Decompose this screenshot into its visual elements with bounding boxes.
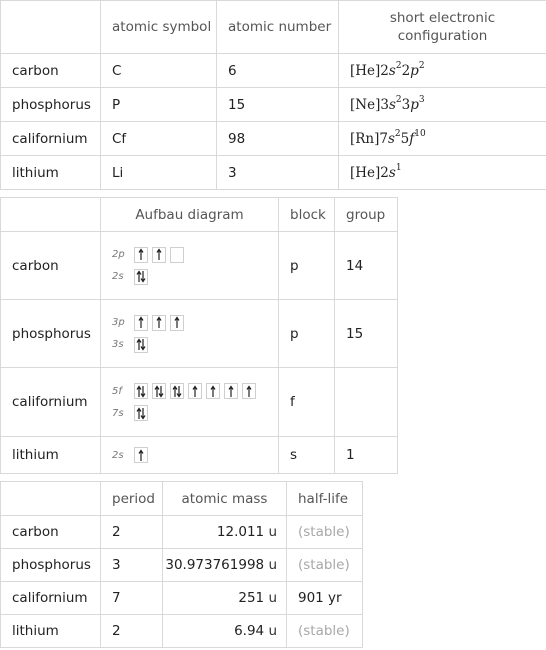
table-row bbox=[1, 368, 398, 437]
config-part: [Ne]3 bbox=[350, 96, 389, 113]
config-part: [He]2 bbox=[350, 62, 389, 79]
atomic-mass-value: 12.011 bbox=[216, 524, 265, 540]
config-part: s bbox=[388, 164, 396, 181]
up-arrow-icon bbox=[134, 447, 148, 463]
element-name: californium bbox=[1, 368, 101, 437]
element-name: phosphorus bbox=[1, 549, 101, 582]
orbital-label: 2s bbox=[112, 449, 124, 461]
table2-header-row bbox=[1, 198, 398, 232]
config-part: f bbox=[409, 130, 415, 147]
up-arrow-icon bbox=[188, 383, 202, 399]
table-row bbox=[1, 300, 398, 368]
element-properties-table-3 bbox=[0, 481, 363, 648]
orbital-row bbox=[112, 402, 278, 424]
period-value: 2 bbox=[101, 516, 163, 549]
config-part: [He]2 bbox=[350, 164, 389, 181]
period-value: 2 bbox=[101, 615, 163, 648]
atomic-number: 98 bbox=[217, 122, 339, 156]
atomic-symbol: Cf bbox=[101, 122, 217, 156]
table1-header-config: short electronic configuration bbox=[339, 1, 546, 54]
block-value: f bbox=[279, 368, 335, 437]
element-name: carbon bbox=[1, 516, 101, 549]
orbital-label: 2s bbox=[112, 271, 124, 282]
config-part: s bbox=[387, 130, 395, 147]
table-row bbox=[1, 88, 546, 122]
block-value: p bbox=[279, 232, 335, 300]
orbital-label: 5f bbox=[112, 385, 122, 397]
period-value: 3 bbox=[101, 549, 163, 582]
atomic-mass-value: 251 bbox=[238, 590, 265, 606]
table1-header-row bbox=[1, 1, 546, 54]
element-name: lithium bbox=[1, 156, 101, 190]
config-part: s bbox=[388, 96, 396, 113]
element-properties-table-2 bbox=[0, 197, 398, 474]
atomic-mass bbox=[163, 615, 287, 648]
table1-header-symbol: atomic symbol bbox=[101, 1, 217, 54]
atomic-mass-unit: u bbox=[268, 524, 277, 540]
orbital-label: 3p bbox=[112, 317, 125, 328]
group-value bbox=[335, 368, 398, 437]
element-name: californium bbox=[1, 582, 101, 615]
element-name: lithium bbox=[1, 437, 101, 474]
paired-electrons-icon bbox=[152, 383, 166, 399]
table2-header-aufbau: Aufbau diagram bbox=[101, 198, 279, 232]
electron-configuration bbox=[339, 122, 546, 156]
element-properties-table-1 bbox=[0, 0, 546, 190]
table-row bbox=[1, 437, 398, 474]
table-row bbox=[1, 122, 546, 156]
aufbau-diagram bbox=[101, 437, 279, 474]
electron-configuration bbox=[339, 156, 546, 190]
table3-header-halflife: half-life bbox=[287, 482, 363, 516]
group-value: 14 bbox=[335, 232, 398, 300]
element-name: carbon bbox=[1, 54, 101, 88]
table2-header-group: group bbox=[335, 198, 398, 232]
orbital-row bbox=[112, 334, 278, 356]
config-part: [Rn]7 bbox=[350, 130, 388, 147]
config-part: 2 bbox=[401, 62, 411, 79]
up-arrow-icon bbox=[134, 247, 148, 263]
atomic-symbol: C bbox=[101, 54, 217, 88]
empty-orbital-box bbox=[170, 247, 184, 263]
aufbau-diagram bbox=[101, 232, 279, 300]
atomic-mass-value: 6.94 bbox=[234, 623, 265, 639]
orbital-row bbox=[112, 380, 278, 402]
table3-header-mass: atomic mass bbox=[163, 482, 287, 516]
table-row bbox=[1, 516, 363, 549]
atomic-number: 15 bbox=[217, 88, 339, 122]
half-life: (stable) bbox=[287, 615, 363, 648]
element-name: carbon bbox=[1, 232, 101, 300]
period-value: 7 bbox=[101, 582, 163, 615]
table1-header-empty bbox=[1, 1, 101, 54]
up-arrow-icon bbox=[152, 247, 166, 263]
config-part: s bbox=[388, 62, 396, 79]
element-name: phosphorus bbox=[1, 300, 101, 368]
atomic-number: 3 bbox=[217, 156, 339, 190]
half-life: (stable) bbox=[287, 549, 363, 582]
up-arrow-icon bbox=[242, 383, 256, 399]
up-arrow-icon bbox=[224, 383, 238, 399]
config-superscript: 2 bbox=[395, 94, 402, 105]
table-row bbox=[1, 549, 363, 582]
atomic-symbol: P bbox=[101, 88, 217, 122]
element-name: phosphorus bbox=[1, 88, 101, 122]
table-row bbox=[1, 156, 546, 190]
paired-electrons-icon bbox=[170, 383, 184, 399]
table3-header-empty bbox=[1, 482, 101, 516]
config-superscript: 2 bbox=[418, 60, 425, 71]
group-value: 15 bbox=[335, 300, 398, 368]
electron-configuration bbox=[339, 88, 546, 122]
up-arrow-icon bbox=[134, 315, 148, 331]
config-superscript: 10 bbox=[414, 128, 426, 139]
block-value: p bbox=[279, 300, 335, 368]
orbital-row bbox=[112, 266, 278, 288]
orbital-row bbox=[112, 244, 278, 266]
aufbau-diagram bbox=[101, 300, 279, 368]
block-value: s bbox=[279, 437, 335, 474]
paired-electrons-icon bbox=[134, 269, 148, 285]
config-part: p bbox=[410, 96, 419, 113]
table1-header-number: atomic number bbox=[217, 1, 339, 54]
table-row bbox=[1, 54, 546, 88]
orbital-label: 3s bbox=[112, 339, 124, 350]
up-arrow-icon bbox=[152, 315, 166, 331]
atomic-mass bbox=[163, 582, 287, 615]
paired-electrons-icon bbox=[134, 383, 148, 399]
table2-header-block: block bbox=[279, 198, 335, 232]
paired-electrons-icon bbox=[134, 405, 148, 421]
atomic-mass-unit: u bbox=[268, 590, 277, 606]
atomic-symbol: Li bbox=[101, 156, 217, 190]
element-name: californium bbox=[1, 122, 101, 156]
table3-header-period: period bbox=[101, 482, 163, 516]
table-row bbox=[1, 232, 398, 300]
config-superscript: 3 bbox=[418, 94, 425, 105]
atomic-mass-unit: u bbox=[268, 557, 277, 573]
atomic-mass bbox=[163, 516, 287, 549]
orbital-label: 7s bbox=[112, 407, 124, 419]
atomic-mass bbox=[163, 549, 287, 582]
atomic-number: 6 bbox=[217, 54, 339, 88]
table2-header-empty bbox=[1, 198, 101, 232]
aufbau-diagram bbox=[101, 368, 279, 437]
orbital-row bbox=[112, 444, 278, 466]
atomic-mass-unit: u bbox=[268, 623, 277, 639]
config-part: p bbox=[410, 62, 419, 79]
orbital-label: 2p bbox=[112, 249, 125, 260]
group-value: 1 bbox=[335, 437, 398, 474]
up-arrow-icon bbox=[170, 315, 184, 331]
config-superscript: 2 bbox=[395, 60, 402, 71]
orbital-row bbox=[112, 312, 278, 334]
element-name: lithium bbox=[1, 615, 101, 648]
atomic-mass-value: 30.973761998 bbox=[165, 557, 265, 573]
up-arrow-icon bbox=[206, 383, 220, 399]
table3-header-row bbox=[1, 482, 363, 516]
electron-configuration bbox=[339, 54, 546, 88]
table-row bbox=[1, 615, 363, 648]
config-part: 5 bbox=[400, 130, 410, 147]
config-superscript: 1 bbox=[395, 162, 402, 173]
half-life: 901 yr bbox=[287, 582, 363, 615]
half-life: (stable) bbox=[287, 516, 363, 549]
table-row bbox=[1, 582, 363, 615]
paired-electrons-icon bbox=[134, 337, 148, 353]
config-part: 3 bbox=[401, 96, 411, 113]
config-superscript: 2 bbox=[394, 128, 401, 139]
